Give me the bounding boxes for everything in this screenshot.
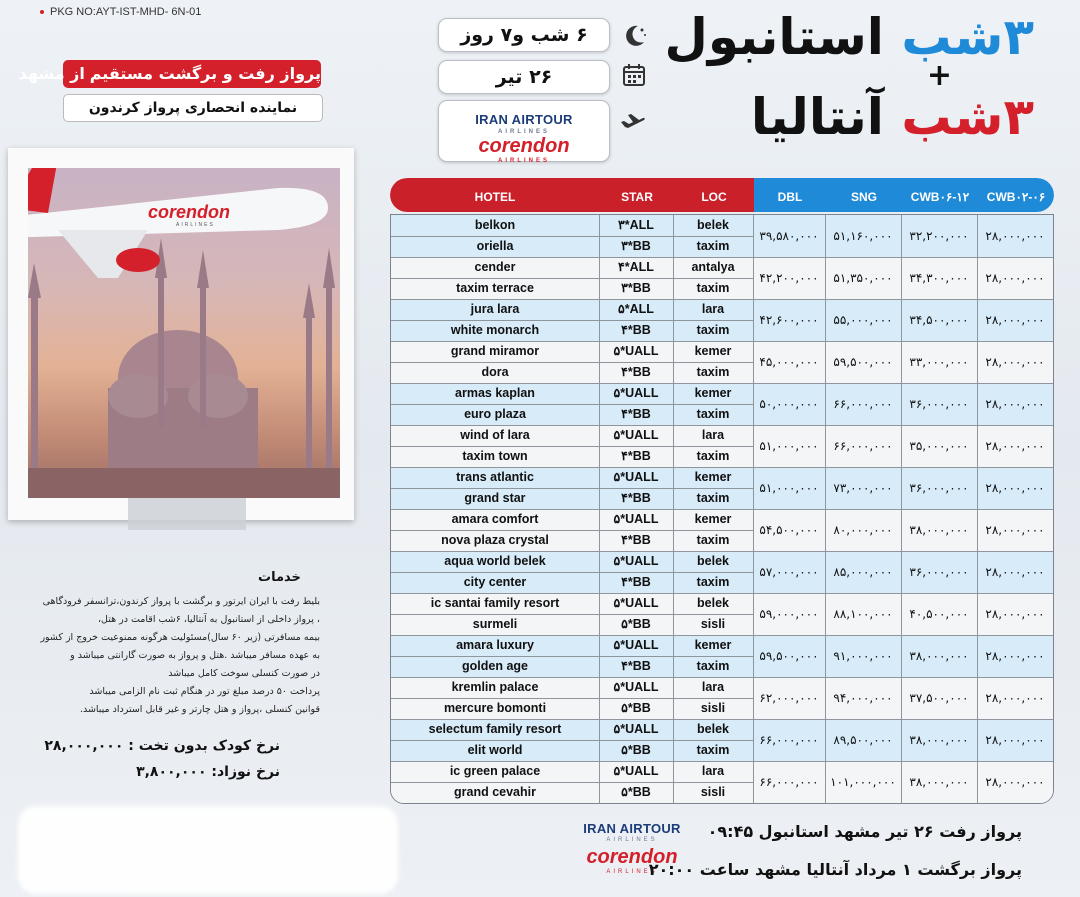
price-cwb2-6: ۲۸,۰۰۰,۰۰۰ — [985, 565, 1045, 579]
route-city: از مشهد — [18, 64, 85, 83]
cell-hotel: golden age — [462, 659, 528, 673]
grid-hline — [391, 614, 753, 615]
price-cwb2-6: ۲۸,۰۰۰,۰۰۰ — [985, 313, 1045, 327]
airline-corendon-logo: corendon AIRLINES — [478, 135, 570, 164]
price-sng: ۹۴,۰۰۰,۰۰۰ — [833, 691, 893, 705]
title-line-istanbul — [665, 8, 1034, 66]
price-cwb6-12: ۳۷,۵۰۰,۰۰۰ — [909, 691, 969, 705]
cell-hotel: nova plaza crystal — [441, 533, 549, 547]
price-group — [753, 719, 1053, 761]
cell-loc: taxim — [696, 575, 730, 589]
cell-star: ۵*ALL — [618, 302, 654, 316]
cell-star: ۴*ALL — [618, 260, 654, 274]
grid-hline — [391, 677, 1053, 678]
header-star: STAR — [621, 190, 653, 204]
cell-hotel: wind of lara — [460, 428, 530, 442]
cell-hotel: ic santai family resort — [430, 596, 560, 610]
grid-hline — [391, 341, 1053, 342]
cell-hotel: cender — [474, 260, 516, 274]
price-cwb2-6: ۲۸,۰۰۰,۰۰۰ — [985, 733, 1045, 747]
cell-loc: taxim — [696, 743, 730, 757]
price-cwb2-6: ۲۸,۰۰۰,۰۰۰ — [985, 775, 1045, 789]
price-cwb2-6: ۲۸,۰۰۰,۰۰۰ — [985, 271, 1045, 285]
cell-loc: antalya — [691, 260, 735, 274]
cell-star: ۴*BB — [621, 323, 651, 337]
price-sng: ۸۰,۰۰۰,۰۰۰ — [833, 523, 893, 537]
grid-hline — [391, 236, 753, 237]
grid-hline — [391, 719, 1053, 720]
cell-hotel: jura lara — [470, 302, 520, 316]
cell-star: ۴*BB — [621, 491, 651, 505]
cell-loc: belek — [697, 554, 729, 568]
price-cwb6-12: ۳۸,۰۰۰,۰۰۰ — [909, 775, 969, 789]
price-dbl: ۵۹,۰۰۰,۰۰۰ — [759, 607, 819, 621]
price-sng: ۸۸,۱۰۰,۰۰۰ — [833, 607, 893, 621]
service-line: قوانین کنسلی ،پرواز و هتل چارتر و غیر قابل استرداد میباشد. — [79, 704, 320, 715]
grid-hline — [391, 446, 753, 447]
grid-hline — [391, 488, 753, 489]
grid-hline — [391, 761, 1053, 762]
grid-hline — [391, 425, 1053, 426]
grid-hline — [391, 698, 753, 699]
cell-hotel: dora — [481, 365, 509, 379]
cell-loc: kemer — [694, 512, 732, 526]
cell-star: ۵*BB — [621, 785, 651, 799]
cell-hotel: euro plaza — [464, 407, 526, 421]
price-dbl: ۶۶,۰۰۰,۰۰۰ — [759, 733, 819, 747]
grid-hline — [391, 320, 753, 321]
plane-livery-sub: AIRLINES — [176, 222, 215, 228]
cell-loc: kemer — [694, 386, 732, 400]
service-line: پرداخت ۵۰ درصد مبلغ تور در هنگام ثبت نام الزامی میباشد — [89, 686, 320, 697]
cell-loc: sisli — [700, 785, 726, 799]
price-sng: ۵۱,۱۶۰,۰۰۰ — [833, 229, 893, 243]
cell-star: ۵*UALL — [613, 344, 659, 358]
price-cwb6-12: ۳۶,۰۰۰,۰۰۰ — [909, 481, 969, 495]
price-dbl: ۴۲,۶۰۰,۰۰۰ — [759, 313, 819, 327]
price-cwb6-12: ۴۰,۵۰۰,۰۰۰ — [909, 607, 969, 621]
price-cwb2-6: ۲۸,۰۰۰,۰۰۰ — [985, 523, 1045, 537]
grid-hline — [391, 551, 1053, 552]
price-cwb2-6: ۲۸,۰۰۰,۰۰۰ — [985, 397, 1045, 411]
cell-loc: taxim — [696, 659, 730, 673]
cell-loc: belek — [697, 218, 729, 232]
price-cwb6-12: ۳۶,۰۰۰,۰۰۰ — [909, 397, 969, 411]
price-dbl: ۶۶,۰۰۰,۰۰۰ — [759, 775, 819, 789]
price-group — [753, 635, 1053, 677]
price-group — [753, 341, 1053, 383]
blurred-area — [18, 806, 398, 894]
price-group — [753, 551, 1053, 593]
route-badge — [18, 60, 321, 88]
price-cwb6-12: ۳۴,۵۰۰,۰۰۰ — [909, 313, 969, 327]
cell-star: ۵*UALL — [613, 554, 659, 568]
price-dbl: ۵۱,۰۰۰,۰۰۰ — [759, 439, 819, 453]
cell-star: ۵*UALL — [613, 512, 659, 526]
grid-hline — [391, 362, 753, 363]
title-city-istanbul: استانبول — [664, 8, 884, 66]
cell-loc: belek — [697, 596, 729, 610]
cell-loc: taxim — [696, 323, 730, 337]
price-group — [753, 677, 1053, 719]
infant-rate: نرخ نوزاد: ۳,۸۰۰,۰۰۰ — [136, 764, 280, 780]
price-dbl: ۵۰,۰۰۰,۰۰۰ — [759, 397, 819, 411]
price-group — [753, 383, 1053, 425]
airline-iran-airtour-logo: IRAN AIRTOUR AIRLINES — [475, 112, 573, 135]
service-line: به عهده مسافر میباشد .هتل و پرواز به صورت گارانتی میباشد و — [70, 650, 320, 661]
price-sng: ۱۰۱,۰۰۰,۰۰۰ — [830, 775, 896, 789]
header-cwb-2-6: CWB۰۲-۰۶ — [986, 190, 1046, 204]
grid-hline — [391, 467, 1053, 468]
cell-star: ۴*BB — [621, 575, 651, 589]
cell-hotel: selectum family resort — [428, 722, 562, 736]
price-cwb2-6: ۲۸,۰۰۰,۰۰۰ — [985, 691, 1045, 705]
cell-star: ۵*UALL — [613, 638, 659, 652]
price-cwb6-12: ۳۴,۳۰۰,۰۰۰ — [909, 271, 969, 285]
cell-hotel: grand star — [464, 491, 526, 505]
price-sng: ۵۵,۰۰۰,۰۰۰ — [833, 313, 893, 327]
cell-star: ۳*BB — [621, 239, 651, 253]
price-cwb6-12: ۳۸,۰۰۰,۰۰۰ — [909, 733, 969, 747]
cell-loc: taxim — [696, 449, 730, 463]
price-cwb2-6: ۲۸,۰۰۰,۰۰۰ — [985, 481, 1045, 495]
grid-hline — [391, 299, 1053, 300]
price-group — [753, 425, 1053, 467]
price-sng: ۵۹,۵۰۰,۰۰۰ — [833, 355, 893, 369]
price-group — [753, 761, 1053, 803]
cell-loc: taxim — [696, 365, 730, 379]
airplane-photo — [28, 168, 328, 278]
cell-loc: taxim — [696, 407, 730, 421]
cell-loc: lara — [701, 680, 725, 694]
cell-loc: taxim — [696, 239, 730, 253]
grid-hline — [391, 782, 753, 783]
cell-star: ۴*BB — [621, 659, 651, 673]
price-sng: ۹۱,۰۰۰,۰۰۰ — [833, 649, 893, 663]
cell-star: ۵*UALL — [613, 680, 659, 694]
cell-hotel: armas kaplan — [455, 386, 535, 400]
cell-star: ۵*UALL — [613, 428, 659, 442]
airplane-icon — [618, 106, 646, 134]
price-cwb6-12: ۳۶,۰۰۰,۰۰۰ — [909, 565, 969, 579]
airlines-box — [438, 100, 610, 162]
price-sng: ۸۹,۵۰۰,۰۰۰ — [833, 733, 893, 747]
grid-hline — [391, 383, 1053, 384]
price-table — [390, 178, 1054, 804]
return-flight: پرواز برگشت ۱ مرداد آنتالیا مشهد ساعت ۲۰:۰۰ — [648, 860, 1022, 879]
title-nights-istanbul: ۳شب — [901, 8, 1034, 66]
flight-airtour-logo: IRAN AIRTOUR AIRLINES — [583, 821, 681, 843]
grid-hline — [391, 404, 753, 405]
services-title: خدمات — [258, 570, 301, 585]
header-hotel: HOTEL — [474, 190, 516, 204]
cell-star: ۴*BB — [621, 365, 651, 379]
price-sng: ۵۱,۳۵۰,۰۰۰ — [833, 271, 893, 285]
grid-hline — [391, 509, 1053, 510]
price-group — [753, 509, 1053, 551]
price-cwb2-6: ۲۸,۰۰۰,۰۰۰ — [985, 649, 1045, 663]
title-nights-antalya: ۳شب — [901, 88, 1034, 146]
istanbul-mosque-photo — [28, 168, 340, 498]
cell-star: ۵*UALL — [613, 722, 659, 736]
cell-loc: kemer — [694, 638, 732, 652]
cell-star: ۴*BB — [621, 449, 651, 463]
cell-loc: kemer — [694, 344, 732, 358]
price-sng: ۶۶,۰۰۰,۰۰۰ — [833, 439, 893, 453]
grid-hline — [391, 278, 753, 279]
price-sng: ۷۳,۰۰۰,۰۰۰ — [833, 481, 893, 495]
title-line-antalya — [751, 88, 1034, 146]
header-dbl: DBL — [777, 190, 803, 204]
table-body — [390, 214, 1054, 804]
cell-loc: lara — [701, 302, 725, 316]
cell-star: ۳*ALL — [618, 218, 654, 232]
date-box — [438, 60, 610, 94]
price-group — [753, 257, 1053, 299]
cell-hotel: city center — [463, 575, 527, 589]
cell-hotel: ic green palace — [449, 764, 541, 778]
grid-hline — [391, 740, 753, 741]
price-sng: ۸۵,۰۰۰,۰۰۰ — [833, 565, 893, 579]
price-group — [753, 467, 1053, 509]
price-cwb6-12: ۳۳,۰۰۰,۰۰۰ — [909, 355, 969, 369]
price-dbl: ۵۴,۵۰۰,۰۰۰ — [759, 523, 819, 537]
title-plus: + — [926, 58, 952, 93]
header-cwb-6-12: CWB۰۶-۱۲ — [910, 190, 970, 204]
service-line: ، پرواز داخلی از استانبول به آنتالیا، ۶شب اقامت در هتل، — [97, 614, 320, 625]
cell-hotel: oriella — [476, 239, 514, 253]
price-dbl: ۵۱,۰۰۰,۰۰۰ — [759, 481, 819, 495]
moon-icon — [620, 22, 648, 50]
duration-text: ۶ شب و۷ روز — [460, 24, 588, 46]
header-sng: SNG — [850, 190, 877, 204]
grid-hline — [391, 656, 753, 657]
flight-corendon-logo: corendon AIRLINES — [586, 846, 678, 875]
cell-hotel: amara comfort — [451, 512, 539, 526]
cell-hotel: white monarch — [450, 323, 540, 337]
price-group — [753, 299, 1053, 341]
service-line: در صورت کنسلی سوخت کامل میباشد — [168, 668, 320, 679]
price-cwb6-12: ۳۸,۰۰۰,۰۰۰ — [909, 523, 969, 537]
price-dbl: ۴۲,۲۰۰,۰۰۰ — [759, 271, 819, 285]
cell-hotel: amara luxury — [456, 638, 534, 652]
cell-star: ۵*UALL — [613, 764, 659, 778]
cell-star: ۵*BB — [621, 743, 651, 757]
grid-hline — [391, 257, 1053, 258]
cell-loc: taxim — [696, 533, 730, 547]
price-dbl: ۳۹,۵۸۰,۰۰۰ — [759, 229, 819, 243]
cell-loc: sisli — [700, 701, 726, 715]
plane-livery-text: corendon — [148, 202, 231, 222]
cell-star: ۴*BB — [621, 533, 651, 547]
price-cwb2-6: ۲۸,۰۰۰,۰۰۰ — [985, 229, 1045, 243]
service-line: بیمه مسافرتی (زیر ۶۰ سال)مسئولیت هرگونه ممنوعیت خروج از کشور — [40, 632, 320, 643]
table-header — [390, 178, 1054, 212]
price-group — [753, 215, 1053, 257]
package-code: PKG NO:AYT-IST-MHD- 6N-01 — [40, 6, 201, 18]
price-sng: ۶۶,۰۰۰,۰۰۰ — [833, 397, 893, 411]
cell-star: ۴*BB — [621, 407, 651, 421]
tape-decoration-bottom — [128, 498, 246, 530]
route-text: پرواز رفت و برگشت مستقیم — [89, 64, 321, 83]
cell-hotel: belkon — [474, 218, 516, 232]
price-dbl: ۵۹,۵۰۰,۰۰۰ — [759, 649, 819, 663]
cell-star: ۵*UALL — [613, 386, 659, 400]
price-cwb6-12: ۳۲,۲۰۰,۰۰۰ — [909, 229, 969, 243]
grid-hline — [391, 593, 1053, 594]
agent-badge: نماینده انحصاری پرواز کرندون — [63, 94, 323, 122]
cell-loc: taxim — [696, 491, 730, 505]
cell-star: ۵*BB — [621, 617, 651, 631]
cell-hotel: grand miramor — [450, 344, 540, 358]
calendar-icon — [620, 62, 648, 90]
price-dbl: ۶۲,۰۰۰,۰۰۰ — [759, 691, 819, 705]
cell-hotel: taxim terrace — [456, 281, 534, 295]
cell-hotel: grand cevahir — [454, 785, 536, 799]
grid-hline — [391, 572, 753, 573]
cell-loc: lara — [701, 764, 725, 778]
cell-star: ۵*UALL — [613, 470, 659, 484]
price-group — [753, 593, 1053, 635]
price-cwb6-12: ۳۵,۰۰۰,۰۰۰ — [909, 439, 969, 453]
date-text: ۲۶ تیر — [495, 66, 553, 88]
cell-star: ۳*BB — [621, 281, 651, 295]
price-cwb2-6: ۲۸,۰۰۰,۰۰۰ — [985, 607, 1045, 621]
cell-loc: lara — [701, 428, 725, 442]
cell-hotel: taxim town — [462, 449, 528, 463]
price-cwb2-6: ۲۸,۰۰۰,۰۰۰ — [985, 439, 1045, 453]
header-loc: LOC — [701, 190, 727, 204]
cell-hotel: kremlin palace — [451, 680, 539, 694]
price-cwb6-12: ۳۸,۰۰۰,۰۰۰ — [909, 649, 969, 663]
grid-hline — [391, 530, 753, 531]
outbound-flight: پرواز رفت ۲۶ تیر مشهد استانبول ۰۹:۴۵ — [707, 822, 1022, 841]
child-rate: نرخ کودک بدون تخت : ۲۸,۰۰۰,۰۰۰ — [44, 738, 280, 754]
service-line: بلیط رفت با ایران ایرتور و برگشت با پرواز کرندون،ترانسفر فرودگاهی — [42, 596, 320, 607]
price-dbl: ۴۵,۰۰۰,۰۰۰ — [759, 355, 819, 369]
cell-loc: kemer — [694, 470, 732, 484]
cell-loc: sisli — [700, 617, 726, 631]
cell-hotel: mercure bomonti — [443, 701, 547, 715]
duration-box — [438, 18, 610, 52]
cell-hotel: elit world — [467, 743, 523, 757]
grid-hline — [391, 635, 1053, 636]
title-city-antalya: آنتالیا — [750, 88, 884, 146]
cell-loc: belek — [697, 722, 729, 736]
cell-star: ۵*UALL — [613, 596, 659, 610]
price-dbl: ۵۷,۰۰۰,۰۰۰ — [759, 565, 819, 579]
cell-star: ۵*BB — [621, 701, 651, 715]
cell-hotel: trans atlantic — [456, 470, 534, 484]
cell-hotel: surmeli — [472, 617, 518, 631]
cell-hotel: aqua world belek — [444, 554, 546, 568]
price-cwb2-6: ۲۸,۰۰۰,۰۰۰ — [985, 355, 1045, 369]
cell-loc: taxim — [696, 281, 730, 295]
